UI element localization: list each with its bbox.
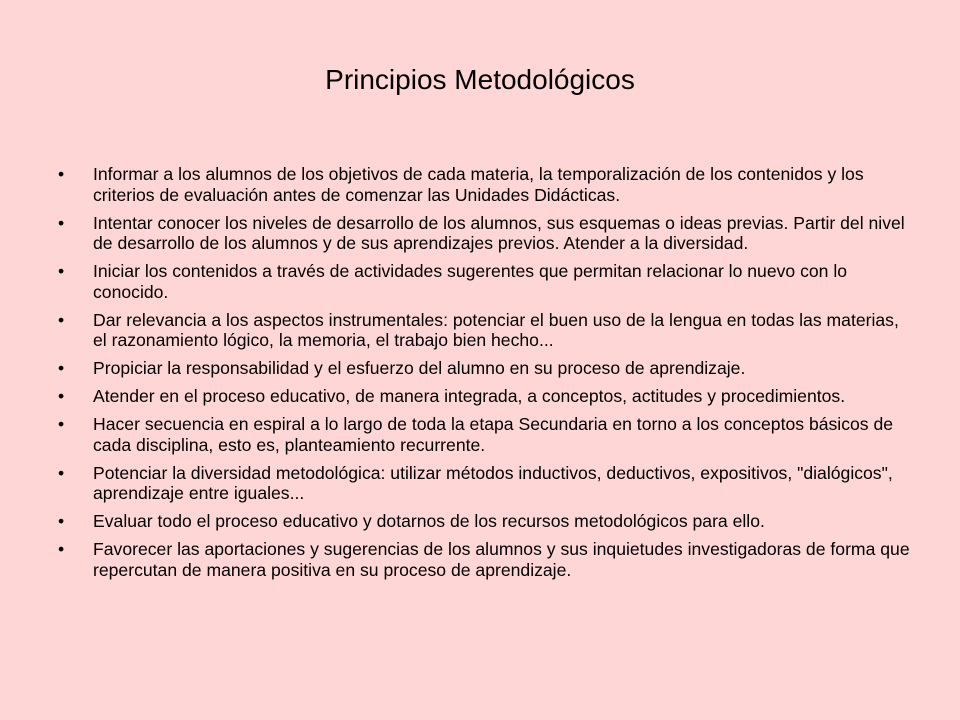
list-item <box>58 414 910 455</box>
bullet-icon: • <box>58 358 65 378</box>
bullet-text: Evaluar todo el proceso educativo y dotarnos de los recursos metodológicos para ello. <box>93 511 765 531</box>
list-item <box>58 463 910 504</box>
bullet-icon: • <box>58 414 65 434</box>
list-item <box>58 386 910 407</box>
bullet-list <box>58 164 910 588</box>
bullet-icon: • <box>58 462 65 483</box>
slide-title: Principios Metodológicos <box>325 64 635 95</box>
bullet-text: Hacer secuencia en espiral a lo largo de toda la etapa Secundaria en torno a los conceptos básicos de cada disciplina, esto es, planteamiento recurrente. <box>93 414 894 455</box>
list-item <box>58 511 910 532</box>
bullet-text: Atender en el proceso educativo, de manera integrada, a conceptos, actitudes y procedimientos. <box>93 386 846 406</box>
bullet-icon: • <box>58 164 65 184</box>
bullet-icon: • <box>58 309 65 330</box>
bullet-icon: • <box>58 539 65 559</box>
bullet-text: Potenciar la diversidad metodológica: utilizar métodos inductivos, deductivos, expositivos, "dialógicos", aprendizaje entre iguales... <box>93 462 893 503</box>
bullet-text: Iniciar los contenidos a través de actividades sugerentes que permitan relacionar lo nuevo con lo conocido. <box>93 261 848 302</box>
list-item <box>58 164 910 205</box>
list-item <box>58 358 910 379</box>
list-item <box>58 213 910 254</box>
list-item <box>58 261 910 302</box>
bullet-icon: • <box>58 511 65 531</box>
bullet-text: Intentar conocer los niveles de desarrollo de los alumnos, sus esquemas o ideas previas. Partir del nivel de desarrollo de los alumnos y de sus aprendizajes previos. Atender a la diversidad. <box>93 212 905 253</box>
bullet-icon: • <box>58 261 65 281</box>
bullet-icon: • <box>58 386 65 406</box>
list-item <box>58 539 910 580</box>
bullet-text: Favorecer las aportaciones y sugerencias de los alumnos y sus inquietudes investigadoras de forma que repercutan de manera positiva en su proceso de aprendizaje. <box>93 539 910 580</box>
bullet-text: Informar a los alumnos de los objetivos de cada materia, la temporalización de los contenidos y los criterios de evaluación antes de comenzar las Unidades Didácticas. <box>93 164 864 205</box>
bullet-text: Propiciar la responsabilidad y el esfuerzo del alumno en su proceso de aprendizaje. <box>93 358 746 378</box>
list-item <box>58 310 910 351</box>
bullet-text: Dar relevancia a los aspectos instrumentales: potenciar el buen uso de la lengua en todas las materias, el razonamiento lógico, la memoria, el trabajo bien hecho... <box>93 309 899 350</box>
bullet-icon: • <box>58 212 65 233</box>
